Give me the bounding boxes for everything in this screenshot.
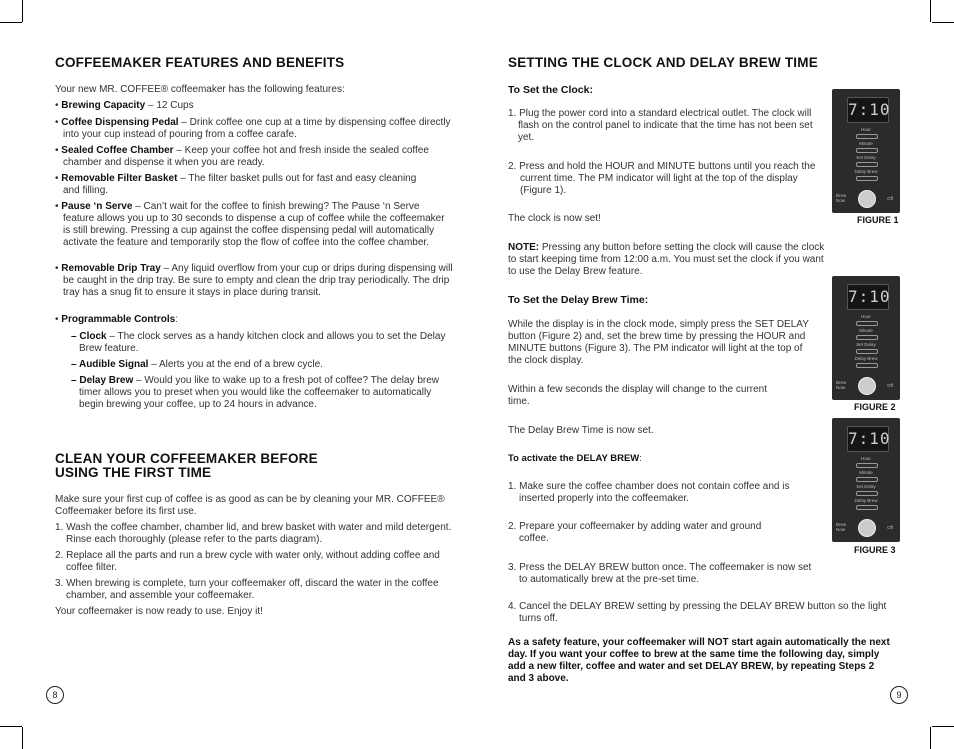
brew-now-button [858,519,876,537]
clock-display: 7:10 [847,97,889,123]
clock-set-text: The clock is now set! [508,213,601,224]
control-name: Clock [79,331,107,342]
note [508,242,826,278]
minute-label: Minute [859,470,873,475]
crop-mark [0,726,22,727]
feature-name: Programmable Controls [61,314,176,325]
control-item: – Audible Signal – Alerts you at the end of a brew cycle. [71,359,323,370]
clean-intro: Make sure your first cup of coffee is as good as can be by cleaning your MR. COFFEE® Coffeemaker before its first use. [55,494,445,517]
minute-label: Minute [859,141,873,146]
set-delay-label: Set Delay [856,342,876,347]
figure-caption: FIGURE 3 [854,545,896,555]
off-label: Off [887,525,893,530]
crop-mark [932,726,954,727]
feature-desc: – Drink coffee one cup at a time by dispensing coffee directly into your cup instead of pouring from a coffee carafe. [63,117,451,140]
control-name: Audible Signal [78,359,149,370]
clock-display: 7:10 [847,284,889,310]
hour-button [856,321,878,326]
off-label: Off [887,383,893,388]
crop-mark [932,22,954,23]
crop-mark [0,22,22,23]
delay-set-text: The Delay Brew Time is now set. [508,425,654,436]
activate-step: 1. Make sure the coffee chamber does not contain coffee and is inserted properly into the coffeemaker. [508,481,790,504]
hour-label: Hour [861,456,871,461]
feature-item: • Sealed Coffee Chamber – Keep your coffee hot and fresh inside the sealed coffee chamber and dispense it when you are ready. [55,145,429,168]
activate-step: 2. Prepare your coffeemaker by adding water and ground coffee. [508,521,762,544]
minute-button [856,148,878,153]
delay-brew-button [856,505,878,510]
set-clock-heading: To Set the Clock: [508,84,593,96]
control-desc: – The clock serves as a handy kitchen clock and allows you to set the Delay Brew feature. [79,331,446,354]
feature-item: • Pause ‘n Serve – Can’t wait for the coffee to finish brewing? The Pause ‘n Serve feature allows you up to 30 seconds to dispense a cup of coffee while the coffeemaker is still brewing. Pressing a cup against the coffee dispensing pedal will automatically activate the feature and temporarily stop the flow of coffee into the coffee chamber. [55,201,445,248]
feature-item: • Brewing Capacity – 12 Cups [55,100,194,111]
delay-heading: To Set the Delay Brew Time: [508,294,649,306]
delay-brew-label: Delay Brew [854,498,878,503]
delay-paragraph: While the display is in the clock mode, simply press the SET DELAY button (Figure 2) and, set the brew time by pressing the HOUR and MINUTE buttons (Figure 3). The PM indicator will light at the top of the clock display. [508,319,809,366]
clock-step: 2. Press and hold the HOUR and MINUTE buttons until you reach the current time. The PM indicator will light at the top of the display (Figure 1). [508,161,816,196]
set-delay-label: Set Delay [856,484,876,489]
control-panel-image [832,89,900,213]
feature-desc: – Can’t wait for the coffee to finish brewing? The Pause ‘n Serve feature allows you up to 30 seconds to dispense a cup of coffee while the coffeemaker is still brewing. Pressing a cup against the coffee dispensing pedal will automatically activate the feature and temporarily stop the flow of coffee into the coffee chamber. [63,201,445,248]
control-item: – Clock – The clock serves as a handy kitchen clock and allows you to set the Delay Brew feature. [71,331,446,354]
feature-item: • Programmable Controls: [55,314,178,325]
control-panel-image [832,276,900,400]
feature-desc: : [175,314,178,325]
crop-mark [930,727,931,749]
crop-mark [22,0,23,22]
clock-title: SETTING THE CLOCK AND DELAY BREW TIME [508,55,818,70]
clock-display: 7:10 [847,426,889,452]
minute-label: Minute [859,328,873,333]
page-number-right: 9 [890,686,908,704]
hour-button [856,463,878,468]
safety-note: As a safety feature, your coffeemaker will NOT start again automatically the next day. If you want your coffee to brew at the same time the following day, simply add a new filter, coffee and water and set DELAY BREW, by repeating Steps 2 and 3 above. [508,637,890,684]
off-label: Off [887,196,893,201]
feature-item: • Removable Drip Tray – Any liquid overflow from your cup or drips during dispensing will be caught in the drip tray. Be sure to empty and clean the drip tray periodically. The drip tray has a snug fit to ensure it stays in place during transit. [55,263,453,298]
brew-now-button [858,190,876,208]
figure-caption: FIGURE 2 [854,402,896,412]
brew-now-button [858,377,876,395]
feature-name: Brewing Capacity [61,100,146,111]
feature-desc: – Keep your coffee hot and fresh inside the sealed coffee chamber and dispense it when you are ready. [63,145,429,168]
delay-paragraph: Within a few seconds the display will change to the current time. [508,384,768,407]
feature-desc: – The filter basket pulls out for fast and easy cleaning and filling. [63,173,417,196]
feature-name: Coffee Dispensing Pedal [61,117,179,128]
note-label: NOTE: [508,242,540,253]
control-desc: – Alerts you at the end of a brew cycle. [148,359,323,370]
hour-label: Hour [861,314,871,319]
control-name: Delay Brew [79,375,134,386]
feature-desc: – 12 Cups [145,100,194,111]
delay-brew-label: Delay Brew [854,356,878,361]
clean-outro: Your coffeemaker is now ready to use. Enjoy it! [55,606,263,617]
minute-button [856,335,878,340]
control-item: – Delay Brew – Would you like to wake up to a fresh pot of coffee? The delay brew timer allows you to preset when you would like the coffeemaker to automatically begin brewing your coffee, up to 24 hours in advance. [71,375,440,410]
brew-now-label: Brew Now [836,522,847,532]
clean-step: 3. When brewing is complete, turn your coffeemaker off, discard the water in the coffee chamber, and assemble your coffeemaker. [55,578,439,601]
crop-mark [22,727,23,749]
page-number-left: 8 [46,686,64,704]
activate-step: 4. Cancel the DELAY BREW setting by pressing the DELAY BREW button so the light turns off. [508,601,887,624]
set-delay-button [856,349,878,354]
hour-label: Hour [861,127,871,132]
feature-name: Sealed Coffee Chamber [61,145,174,156]
feature-item: • Removable Filter Basket – The filter basket pulls out for fast and easy cleaning and filling. [55,173,417,196]
feature-desc: – Any liquid overflow from your cup or drips during dispensing will be caught in the drip tray. Be sure to empty and clean the drip tray periodically. The drip tray has a snug fit to ensure it stays in place during transit. [63,263,453,298]
brew-now-label: Brew Now [836,193,847,203]
crop-mark [930,0,931,22]
clean-step: 1. Wash the coffee chamber, chamber lid, and brew basket with water and mild detergent. Rinse each thoroughly (please refer to the parts diagram). [55,522,452,545]
activate-step: 3. Press the DELAY BREW button once. The coffeemaker is now set to automatically brew at the pre-set time. [508,562,812,585]
set-delay-button [856,491,878,496]
control-panel-image [832,418,900,542]
figure-caption: FIGURE 1 [857,215,899,225]
feature-item: • Coffee Dispensing Pedal – Drink coffee one cup at a time by dispensing coffee directly into your cup instead of pouring from a coffee carafe. [55,117,451,140]
note-text: Pressing any button before setting the clock will cause the clock to start keeping time from 12:00 a.m. You must set the clock if you want to use the Delay Brew feature. [508,242,825,277]
brew-now-label: Brew Now [836,380,847,390]
set-delay-label: Set Delay [856,155,876,160]
clean-title-line1: CLEAN YOUR COFFEEMAKER BEFORE [55,451,318,466]
features-title: COFFEEMAKER FEATURES AND BENEFITS [55,55,345,70]
features-intro: Your new MR. COFFEE® coffeemaker has the following features: [55,84,345,95]
control-desc: – Would you like to wake up to a fresh pot of coffee? The delay brew timer allows you to preset when you would like the coffeemaker to automatically begin brewing your coffee, up to 24 hours in advance. [79,375,440,410]
set-delay-button [856,162,878,167]
clean-step: 2. Replace all the parts and run a brew cycle with water only, without adding coffee and coffee filter. [55,550,440,573]
feature-name: Removable Drip Tray [61,263,161,274]
hour-button [856,134,878,139]
delay-brew-button [856,176,878,181]
delay-brew-label: Delay Brew [854,169,878,174]
minute-button [856,477,878,482]
feature-name: Pause ‘n Serve [61,201,133,212]
delay-brew-button [856,363,878,368]
clock-step: 1. Plug the power cord into a standard electrical outlet. The clock will flash on the control panel to indicate that the time has not been set yet. [508,108,813,143]
clean-title-line2: USING THE FIRST TIME [55,465,212,480]
activate-heading: To activate the DELAY BREW: [508,453,642,464]
feature-name: Removable Filter Basket [61,173,178,184]
